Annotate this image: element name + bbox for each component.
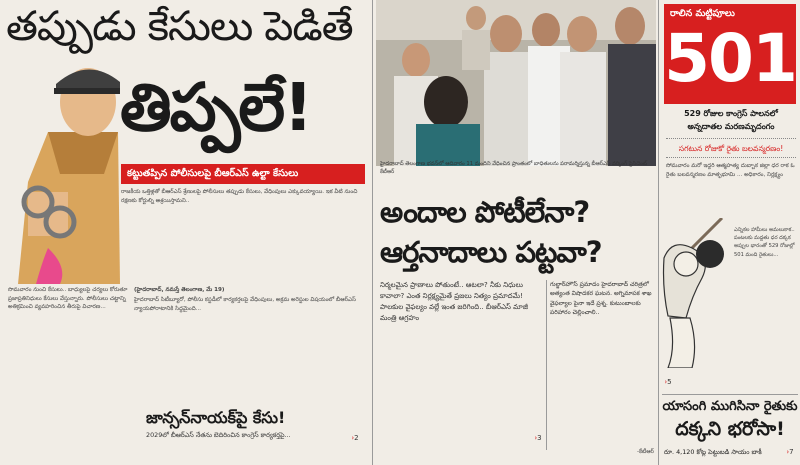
right-sub-headline-2: దక్కని భరోసా! [675, 418, 785, 440]
farmer-noose-illustration [662, 218, 734, 368]
center-headline-line-2: ఆర్తనాదాలు పట్టవా? [380, 235, 602, 269]
left-intro: రాజకీయ ఒత్తిళ్లతో బీఆర్ఎస్ శ్రేణులపై పోలీసులు తప్పుడు కేసులు, వేధింపులు ఎక్కువయ్యాయి. ఇక వీటి నుంచి రక్షణకు కోర్టుల్ని ఆశ్రయిస్తామని.. [121, 189, 358, 204]
right-continuation-number: 5 [667, 378, 672, 386]
center-photo-caption: హైదరాబాద్ తెలంగాణ భవన్‌లో ఆదివారం 11 మందిని వేధించిన ప్రాంతంలో బాధితులను పరామర్శిస్తున్న బీఆర్ఎస్ వర్కింగ్ ప్రెసిడెంట్ కేటీఆర్ [380, 161, 647, 176]
right-sub-headline-1: యాసంగి ముగిసినా రైతుకు [662, 399, 798, 414]
right-title-top: రాలిన మట్టిపూలు [670, 8, 735, 19]
chevron-right-icon: › [664, 378, 668, 386]
left-headline-big: తిప్పలే! [120, 69, 312, 146]
left-body-column-1: సొమవారం నుంచి కేసులు.. బాధ్యులపై చర్యలు కోరుతూ ప్రజాప్రతినిధులు కేసులు వేస్తున్నారు. పోలీసులు చట్టాన్ని అతిక్రమించి వ్యవహరించిన తీరుపై విచారణ... [8, 287, 128, 311]
left-headline-top: తప్పుడు కేసులు పెడితే [6, 2, 353, 50]
right-sub-continuation[interactable] [782, 446, 798, 458]
center-headline-line-1: అందాల పోటీలేనా? [380, 195, 590, 229]
center-photo [376, 0, 656, 166]
right-red-line: సగటున రోజుకో రైతు బలవన్మరణం! [666, 138, 796, 158]
handcuffed-police-illustration [8, 62, 120, 284]
left-body-column-2: హైదరాబాద్ సిటీబ్యూరో, పోలీసు కస్టడీలో కార్యకర్తలపై వేధింపులు, అక్రమ అరెస్టుల విషయంలో బీఆర్ఎస్ న్యాయపోరాటానికి సిద్ధమైంది... [134, 297, 356, 312]
center-continuation-number: 3 [537, 434, 542, 442]
left-sub-headline: జాన్సన్‌నాయక్‌పై కేసు! [146, 408, 286, 427]
right-sub-continuation-number: 7 [789, 448, 794, 456]
center-body-column-1: నిర్మలమైన ప్రాణాలు పోతుంటే.. ఆటలా? నీకు నిధులు కావాలా? ఎంత నిర్లక్ష్యమైతే ప్రజలు నిత్యం ప్రమాదమే! పాలకుల వైఫల్యం వల్లే ఇంత జరిగింది.. బీఆర్ఎస్ మాజీ మంత్రి ఆగ్రహం [380, 281, 528, 322]
chevron-right-icon: › [534, 434, 538, 442]
left-continuation-number: 2 [354, 434, 359, 442]
right-section-divider [662, 394, 798, 395]
left-dateline: (హైదరాబాద్, నమస్తే తెలంగాణ, మే 19) [134, 287, 225, 293]
right-sub-line: రూ. 4,120 కోట్ల పెట్టుబడి సాయం బాకీ [664, 448, 762, 456]
center-body-column-2: గుల్జార్‌హౌస్ ప్రమాదం హైదరాబాద్ చరిత్రలో అత్యంత విషాదకర ఘటన. అగ్నిమాపక శాఖ వైఫల్యాల పైనా ఇదే ప్రశ్న. కుటుంబాలకు పరిహారం చెల్లించాలి.. [550, 281, 652, 317]
right-lead: 529 రోజుల కాంగ్రెస్ పాలనలో అన్నదాతల మరణమృదంగం [684, 109, 778, 131]
left-subhead: కట్టుతప్పిన పోలీసులపై బీఆర్ఎస్ ఉల్టా కేసులు [121, 164, 365, 184]
right-big-number: 501 [664, 20, 796, 97]
right-continuation[interactable] [660, 376, 676, 388]
center-continuation[interactable] [530, 432, 546, 444]
center-byline: -కేటీఆర్ [636, 449, 654, 455]
left-continuation[interactable] [344, 432, 366, 444]
chevron-right-icon: › [786, 448, 790, 456]
left-sub-text: 2029లో బీఆర్ఎస్ నేతను బెదిరించిన కాంగ్రెస్ కార్యకర్తపై... [146, 431, 291, 439]
center-inner-divider [546, 280, 547, 450]
column-divider-right [658, 0, 659, 465]
right-body: సోమవారం మరో ఇద్దరి ఆత్మహత్య దుబ్బాక జిల్లా ధర రాక ఓ రైతు బలవన్మరణం మాతృభూమి ... అధికారం, నిర్లక్ష్యం [666, 163, 795, 178]
right-side-text: ఎన్నికల హామీలు అమలుకాక.. పంటలకు మద్దతు ధర దక్కక అప్పుల భారంతో 529 రోజుల్లో 501 మంది రైతులు... [734, 227, 795, 258]
chevron-right-icon: › [351, 434, 355, 442]
column-divider-left [372, 0, 373, 465]
